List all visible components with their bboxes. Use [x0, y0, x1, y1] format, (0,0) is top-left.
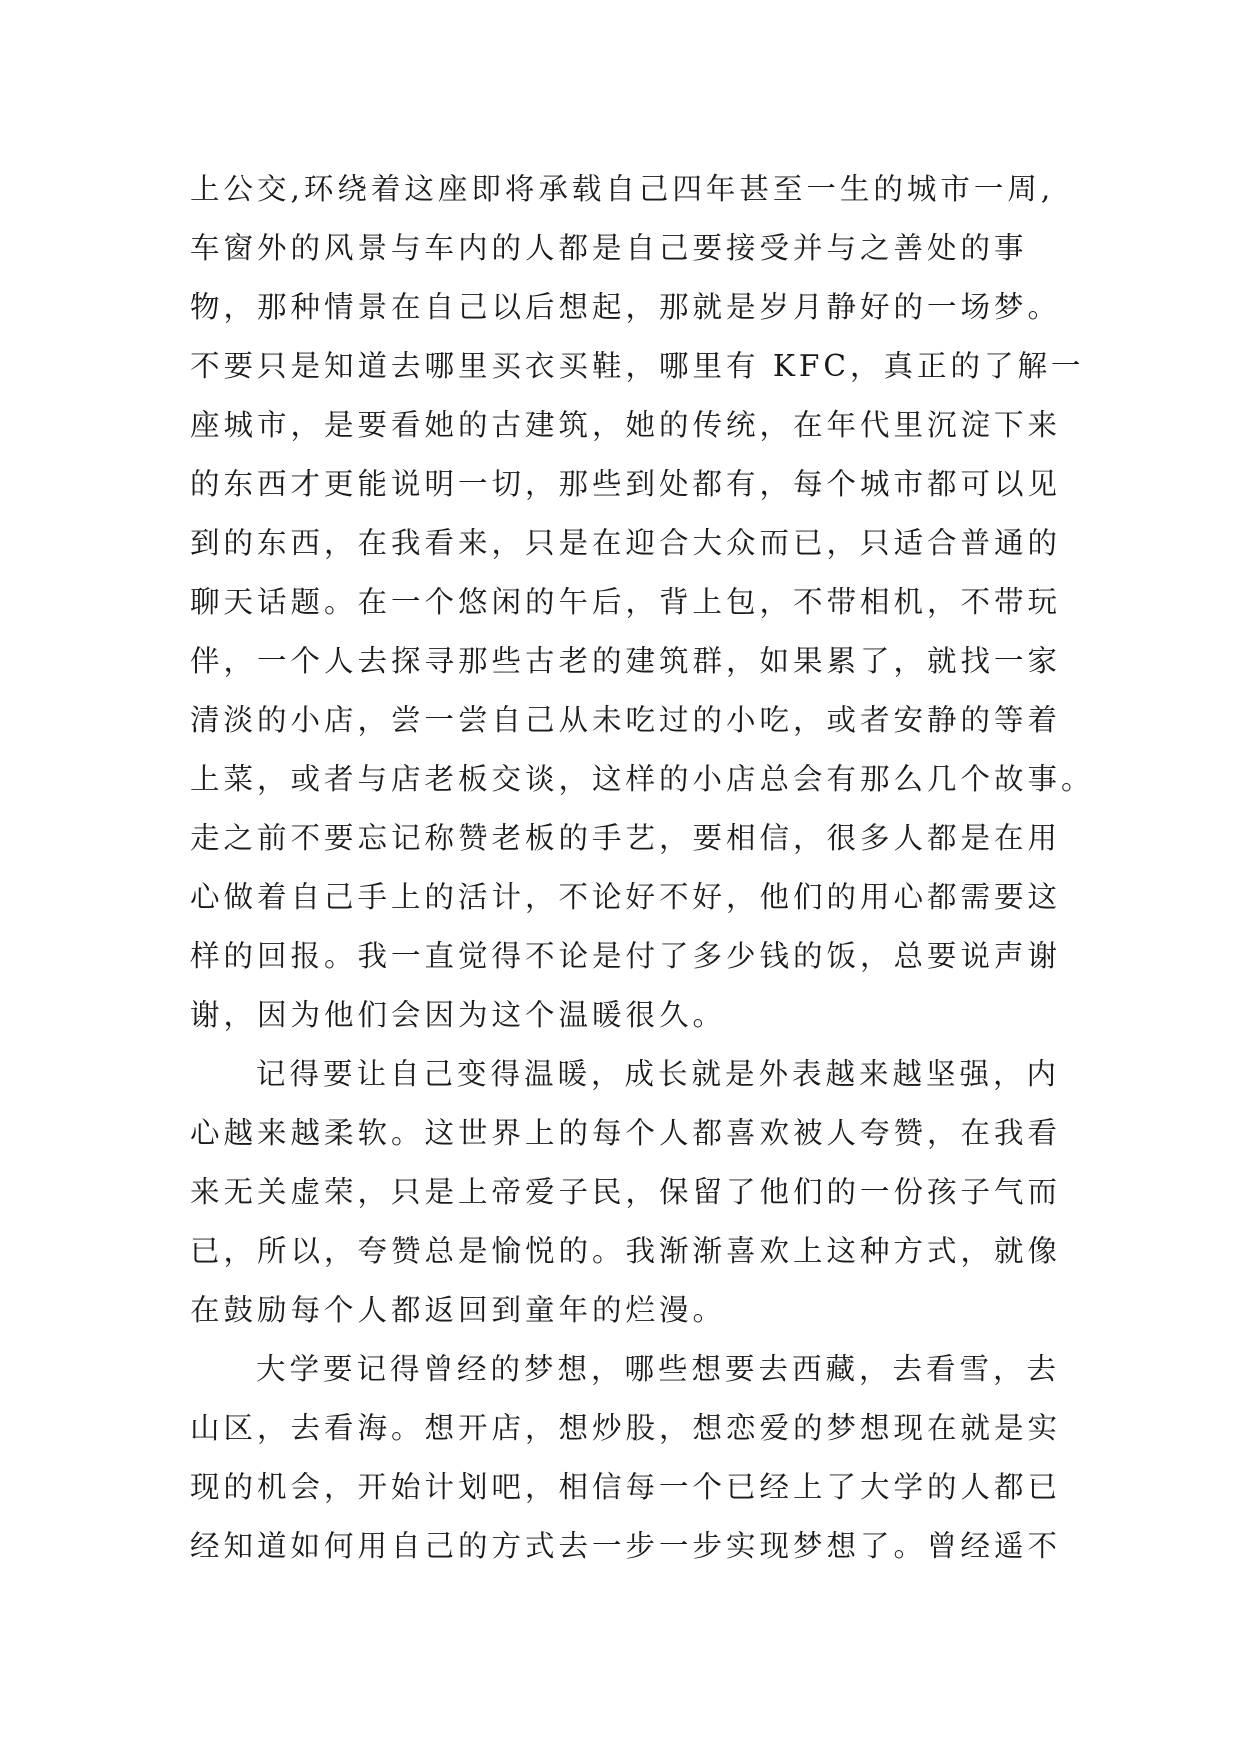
text-line: 记得要让自己变得温暖，成长就是外表越来越坚强，内 — [256, 1057, 1061, 1091]
text-line: 清淡的小店，尝一尝自己从未吃过的小吃，或者安静的等着 — [190, 703, 1062, 737]
text-line: 走之前不要忘记称赞老板的手艺，要相信，很多人都是在用 — [190, 821, 1062, 855]
text-line: 大学要记得曾经的梦想，哪些想要去西藏，去看雪，去 — [256, 1352, 1061, 1386]
text-line: 山区，去看海。想开店，想炒股，想恋爱的梦想现在就是实 — [190, 1411, 1062, 1445]
text-line: 到的东西，在我看来，只是在迎合大众而已，只适合普通的 — [190, 526, 1062, 560]
text-line: 经知道如何用自己的方式去一步一步实现梦想了。曾经遥不 — [190, 1529, 1062, 1563]
text-line: 来无关虚荣，只是上帝爱子民，保留了他们的一份孩子气而 — [190, 1175, 1062, 1209]
text-line: 上菜，或者与店老板交谈，这样的小店总会有那么几个故事。 — [190, 762, 1095, 796]
text-line: 座城市，是要看她的古建筑，她的传统，在年代里沉淀下来 — [190, 408, 1062, 442]
text-line: 在鼓励每个人都返回到童年的烂漫。 — [190, 1293, 727, 1327]
text-line: 的东西才更能说明一切，那些到处都有，每个城市都可以见 — [190, 467, 1062, 501]
body-text — [190, 160, 1095, 1576]
text-line: 聊天话题。在一个悠闲的午后，背上包，不带相机，不带玩 — [190, 585, 1062, 619]
text-line: 上公交,环绕着这座即将承载自己四年甚至一生的城市一周, — [190, 172, 1055, 206]
text-line: 心做着自己手上的活计，不论好不好，他们的用心都需要这 — [190, 880, 1062, 914]
text-line: 谢，因为他们会因为这个温暖很久。 — [190, 998, 727, 1032]
text-line: 现的机会，开始计划吧，相信每一个已经上了大学的人都已 — [190, 1470, 1062, 1504]
text-line: 车窗外的风景与车内的人都是自己要接受并与之善处的事 — [190, 231, 1028, 265]
text-line: 物，那种情景在自己以后想起，那就是岁月静好的一场梦。 — [190, 290, 1062, 324]
text-line: 伴，一个人去探寻那些古老的建筑群，如果累了，就找一家 — [190, 644, 1062, 678]
text-line: 样的回报。我一直觉得不论是付了多少钱的饭，总要说声谢 — [190, 939, 1062, 973]
text-line: 心越来越柔软。这世界上的每个人都喜欢被人夸赞，在我看 — [190, 1116, 1062, 1150]
text-line: 不要只是知道去哪里买衣买鞋，哪里有 KFC，真正的了解一 — [190, 349, 1085, 383]
text-line: 已，所以，夸赞总是愉悦的。我渐渐喜欢上这种方式，就像 — [190, 1234, 1062, 1268]
